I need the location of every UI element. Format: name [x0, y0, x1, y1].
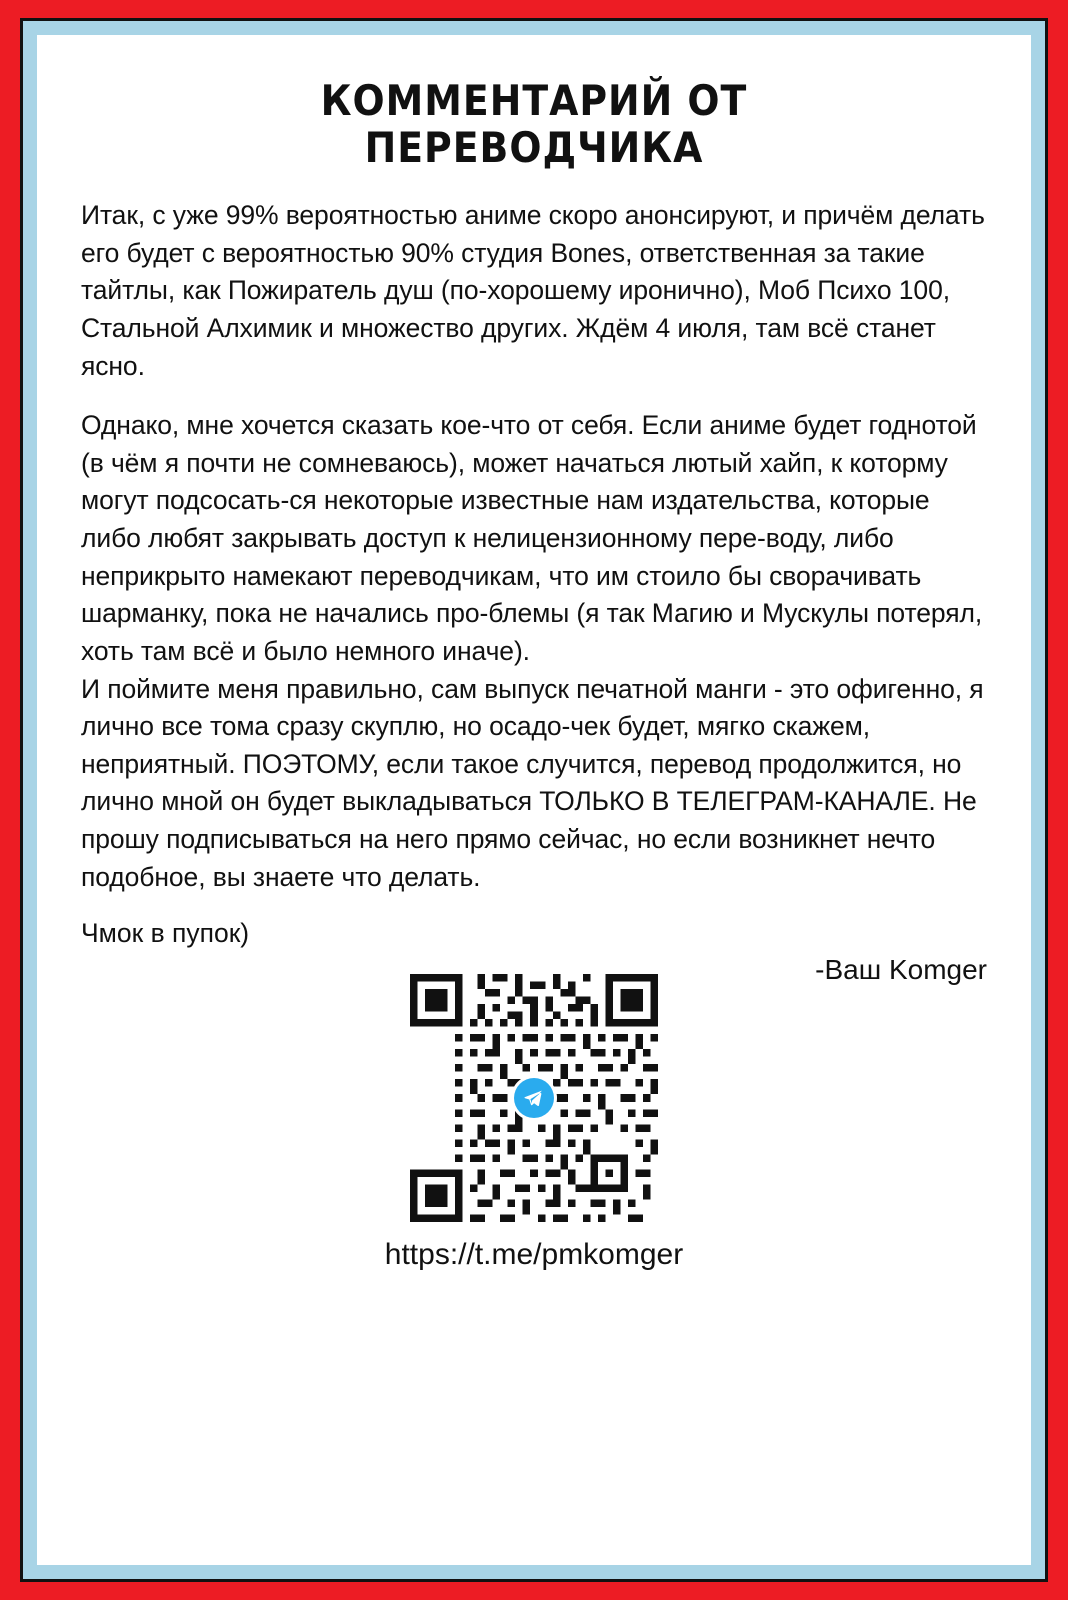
paragraph-personal-opinion: Однако, мне хочется сказать кое-что от себя. Если аниме будет годнотой (в чём я почти не сомневаюсь), может начаться лютый хайп, к которму могут подсосать-ся некоторые известные нам издательства, которые либо любят закрывать доступ к нелицензионному пере-воду, либо неприкрыто намекают переводчикам, что им стоило бы сворачивать шарманку, пока не начались про-блемы (я так Магию и Мускулы потерял, хоть там всё и было немного иначе). [81, 410, 983, 666]
page-title-line-1: КОММЕНТАРИЙ ОТ [320, 76, 748, 125]
page-title-line-2: ПЕРЕВОДЧИКА [364, 123, 704, 173]
page-blue-band [20, 18, 1048, 1582]
signature-row [81, 918, 987, 986]
paragraph-print-release: И поймите меня правильно, сам выпуск печатной манги - это офигенно, я лично все тома сразу скуплю, но осадо-чек будет, мягко скажем, неприятный. ПОЭТОМУ, если такое случится, перевод продолжится, но лично мной он будет выкладываться ТОЛЬКО В ТЕЛЕГРАМ-КАНАЛЕ. Не прошу подписываться на него прямо сейчас, но если возникнет нечто подобное, вы знаете что делать. [81, 673, 984, 892]
qr-section [81, 974, 987, 1272]
telegram-icon [511, 1075, 557, 1121]
telegram-url[interactable]: https://t.me/pmkomger [384, 1238, 684, 1272]
translator-note-card [37, 35, 1031, 1565]
page-title [81, 77, 987, 171]
kiss-line: Чмок в пупок) [81, 918, 250, 949]
author-signoff: -Ваш Komger [815, 954, 987, 986]
qr-code[interactable] [391, 974, 677, 1222]
note-body [81, 197, 987, 896]
paragraph-anime-announcement: Итак, с уже 99% вероятностью аниме скоро анонсируют, и причём делать его будет с вероятностью 90% студия Bones, ответственная за такие тайтлы, как Пожиратель душ (по-хорошему иронично), Моб Психо 100, Стальной Алхимик и множество других. Ждём 4 июля, там всё станет ясно. [81, 200, 985, 381]
